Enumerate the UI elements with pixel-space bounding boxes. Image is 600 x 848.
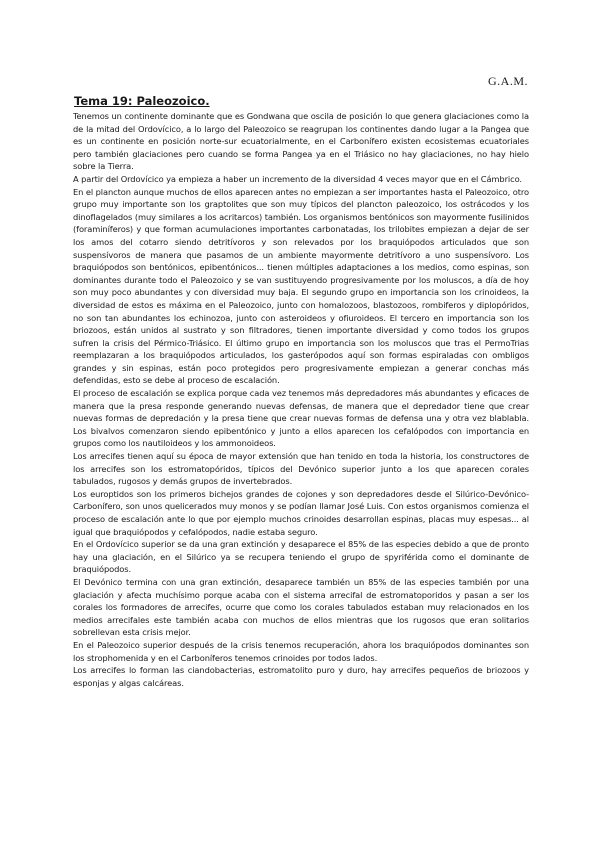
paragraph-upper-paleozoic: En el Paleozoico superior después de la crisis tenemos recuperación, ahora los braquiópodos dominantes son los strophomenida y en el Carboníferos tenemos crinoides por todos lados. [73, 639, 529, 663]
paragraph-diversity: A partir del Ordovícico ya empieza a haber un incremento de la diversidad 4 veces mayor que en el Cámbrico. [73, 173, 522, 184]
paragraph-reef-builders: Los arrecifes lo forman las ciandobacterias, estromatolito puro y duro, hay arrecifes pequeños de briozoos y esponjas y algas calcáreas. [73, 665, 529, 688]
author-initials: G.A.M. [487, 74, 528, 88]
paragraph-continents: Tenemos un continente dominante que es Gondwana que oscila de posición lo que genera glaciaciones como la de la mitad del Ordovícico, a lo largo del Paleozoico se reagrupan los continentes dando lugar a la Pangea que es un continente en posición norte-sur ecuatorialmente, en el Carbonífero existen ecosistemas ecuatoriales pero también glaciaciones pero cuando se forma Pangea ya en el Triásico no hay glaciaciones, no hay hielo sobre la Tierra. [73, 111, 529, 172]
paragraph-reefs: Los arrecifes tienen aquí su época de mayor extensión que han tenido en toda la historia, los constructores de los arrecifes son los estromatopóridos, típicos del Devónico superior junto a los que aparecen corales tabulados, rugosos y demás grupos de invertebrados. [73, 451, 529, 487]
page-title: Tema 19: Paleozoico. [74, 94, 210, 108]
paragraph-escalation: El proceso de escalación se explica porque cada vez tenemos más depredadores más abundantes y eficaces de manera que la presa responde generando nuevas defensas, de manera que el depredador tiene que crear nuevas formas de depredación y la presa tiene que crear nuevas formas de defensa una y otra vez blablabla. Los bivalvos comenzaron siendo epibentónico y junto a ellos aparecen los cefalópodos con importancia en grupos como los nautiloideos y los ammonoideos. [73, 388, 529, 449]
paragraph-devonian-extinction: El Devónico termina con una gran extinción, desaparece también un 85% de las especies también por una glaciación y afecta muchísimo porque acaba con el sistema arrecifal de estromatoporidos y pasan a ser los corales los formadores de arrecifes, ocurre que como los corales tabulados estaban muy relacionados en los medios arrecifales este también acaba con muchos de ellos mientras que los rugosos que eran solitarios sobrellevan esta crisis mejor. [73, 576, 529, 638]
document-body [73, 110, 529, 689]
paragraph-ordovician-extinction: En el Ordovícico superior se da una gran extinción y desaparece el 85% de las especies debido a que de pronto hay una glaciación, en el Silúrico ya se recupera teniendo el grupo de spyriférida como el dominante de braquiópodos. [73, 539, 529, 575]
paragraph-eurypterids: Los europtidos son los primeros bichejos grandes de cojones y son depredadores desde el Silúrico-Devónico-Carbonífero, son unos quelicerados muy monos y se podían llamar José Luis. Con estos organismos comienza el proceso de escalación ante lo que por ejemplo muchos crinoides desarrollan espinas, placas muy espesas... al igual que braquiópodos y cefalópodos, nadie estaba seguro. [73, 488, 529, 537]
paragraph-plankton-benthos: En el plancton aunque muchos de ellos aparecen antes no empiezan a ser importantes hasta el Paleozoico, otro grupo muy importante son los graptolites que son muy típicos del plancton paleozoico, los ostrácodos y los dinoflagelados (muy similares a los acritarcos) también. Los organismos bentónicos son mayormente fusilinidos (foraminíferos) y que forman acumulaciones importantes carbonatadas, los trilobites empiezan a dejar de ser los amos del cotarro siendo detritívoros y son relevados por los braquiópodos articulados que son suspensívoros de manera que pasamos de un ambiente mayormente detritívoro a uno suspensívoro. Los braquiópodos son bentónicos, epibentónicos... tienen múltiples adaptaciones a los medios, como espinas, son dominantes durante todo el Paleozoico y se van sustituyendo progresivamente por los moluscos, a día de hoy son muy poco abundantes y con diversidad muy baja. El segundo grupo en importancia son los crinoideos, la diversidad de estos es máxima en el Paleozoico, junto con homalozoos, blastozoos, rombiferos y diplopóridos, no son tan abundantes los echinozoa, junto con asteroideos y ofiuroideos. El tercero en importancia son los briozoos, están unidos al sustrato y son filtradores, tienen importante diversidad y como todos los grupos sufren la crisis del Pérmico-Triásico. El último grupo en importancia son los moluscos que tras el PermoTrias reemplazaran a los braquiópodos articulados, los gasterópodos aquí son formas espiraladas con ombligos grandes y sin espinas, están poco protegidos pero progresivamente empiezan a generar conchas más defendidas, esto se debe al proceso de escalación. [73, 186, 529, 386]
